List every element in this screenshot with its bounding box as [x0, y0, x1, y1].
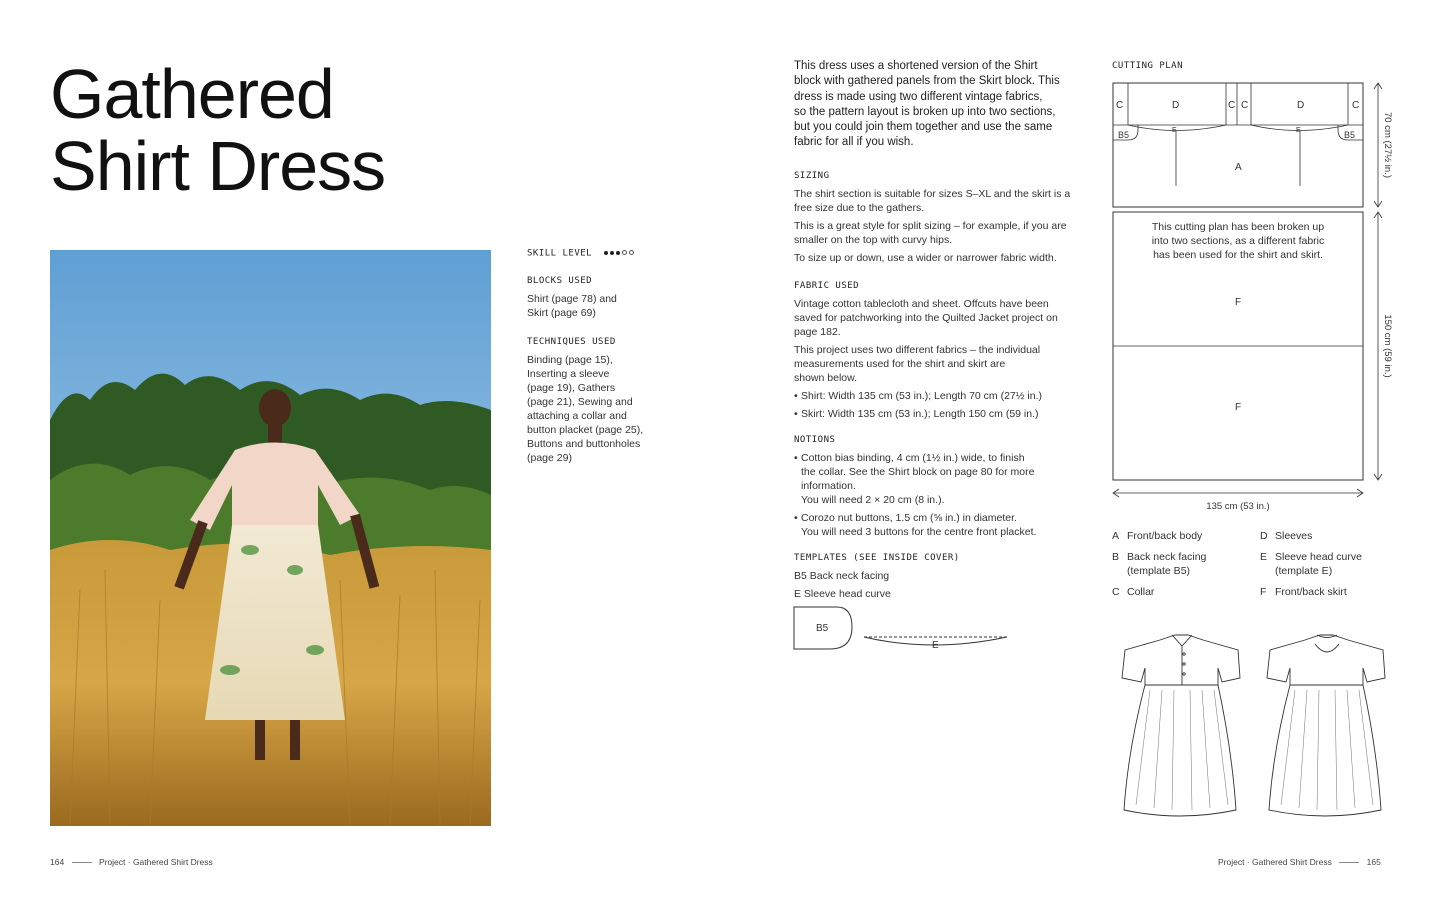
notions-line: information. — [801, 479, 856, 492]
instructions-column — [794, 59, 1084, 601]
intro-line: so the pattern layout is broken up into two sections, — [794, 105, 1056, 118]
cutting-plan-diagram — [1108, 78, 1408, 518]
techniques-line: (page 21), Sewing and — [527, 395, 633, 408]
footer-title-left: Project · Gathered Shirt Dress — [98, 857, 213, 867]
fabric-bullet: • Shirt: Width 135 cm (53 in.); Length 70 cm (27½ in.) — [794, 389, 1084, 403]
techniques-line: (page 19), Gathers — [527, 381, 616, 394]
notions-bullet — [794, 511, 1084, 539]
fabric-line: saved for patchworking into the Quilted Jacket project on — [794, 311, 1058, 324]
skill-dot-empty — [622, 250, 627, 255]
shirt-fabric-outline — [1113, 83, 1363, 207]
piece-d-label: D — [1172, 100, 1180, 111]
blocks-line: Shirt (page 78) and — [527, 292, 617, 305]
sizing-line: The shirt section is suitable for sizes S–XL and the skirt is a — [794, 187, 1071, 200]
intro-paragraph — [794, 59, 1084, 151]
fabric-bullet: • Skirt: Width 135 cm (53 in.); Length 150 cm (59 in.) — [794, 407, 1084, 421]
techniques-text — [527, 353, 667, 465]
page-title — [50, 55, 386, 205]
techniques-line: button placket (page 25), — [527, 423, 644, 436]
sizing-paragraph — [794, 187, 1084, 215]
b5-template-label: B5 — [816, 623, 829, 634]
intro-line: This dress uses a shortened version of the Shirt — [794, 60, 1038, 72]
sizing-paragraph — [794, 219, 1084, 247]
legend-key: A — [1112, 530, 1120, 542]
notions-line: • Cotton bias binding, 4 cm (1½ in.) wide, to finish — [801, 451, 1025, 464]
notions-line: You will need 2 × 20 cm (8 in.). — [801, 493, 945, 506]
piece-f-label: F — [1235, 402, 1242, 413]
intro-line: but you could join them together and use the same — [794, 121, 1053, 134]
fabric-text — [794, 297, 1084, 421]
notions-bullet — [794, 451, 1084, 507]
template-item: E Sleeve head curve — [794, 587, 891, 600]
fabric-bullets — [794, 389, 1084, 421]
techniques-line: Buttons and buttonholes — [527, 437, 641, 450]
intro-line: fabric for all if you wish. — [794, 136, 914, 149]
sizing-paragraph — [794, 251, 1084, 265]
skill-dot-filled — [610, 251, 614, 255]
dim-bottom-label: 135 cm (53 in.) — [1206, 501, 1270, 512]
sizing-label: SIZING — [794, 170, 830, 181]
piece-c-label: C — [1116, 100, 1124, 111]
dress-photo — [50, 250, 491, 826]
techniques-line: attaching a collar and — [527, 409, 627, 422]
piece-f-label: F — [1235, 297, 1242, 308]
piece-e-label: E — [1172, 127, 1177, 134]
page-number-right: 165 — [1366, 857, 1381, 867]
piece-c-label: C — [1228, 100, 1236, 111]
dim-top-label: 70 cm (27½ in.) — [1382, 112, 1393, 178]
legend-value: Back neck facing — [1127, 551, 1207, 563]
blocks-label: BLOCKS USED — [527, 275, 593, 286]
title-line-1: Gathered — [50, 55, 334, 133]
skill-dot-empty — [629, 250, 634, 255]
sizing-line: This is a great style for split sizing – for example, if you are — [794, 219, 1067, 232]
e-template-label: E — [932, 640, 939, 651]
piece-d-label: D — [1297, 100, 1305, 111]
legend-item-c — [1112, 585, 1154, 599]
notions-line: the collar. See the Shirt block on page 80 for more — [801, 465, 1035, 478]
legend-value: (template B5) — [1127, 565, 1191, 577]
piece-c-label: C — [1241, 100, 1249, 111]
piece-b5-label: B5 — [1118, 130, 1130, 140]
blocks-text — [527, 292, 667, 320]
fabric-line: measurements used for the shirt and skirt are — [794, 357, 1006, 370]
legend-item-d — [1260, 529, 1312, 543]
legend-value: Sleeves — [1275, 530, 1313, 542]
piece-e-label: E — [1296, 127, 1301, 134]
fabric-paragraph — [794, 343, 1084, 385]
project-sidebar — [527, 248, 667, 465]
legend-item-a — [1112, 529, 1202, 543]
fabric-label: FABRIC USED — [794, 280, 860, 291]
notions-label: NOTIONS — [794, 434, 836, 445]
legend-item-e — [1260, 550, 1362, 578]
techniques-line: Binding (page 15), — [527, 353, 613, 366]
legend-item-f — [1260, 585, 1347, 599]
fabric-line: Vintage cotton tablecloth and sheet. Offcuts have been — [794, 297, 1049, 310]
skill-dot-filled — [616, 251, 620, 255]
photo-illustration — [50, 250, 491, 826]
legend-key: E — [1260, 551, 1268, 563]
templates-list — [794, 569, 1084, 601]
fabric-line: page 182. — [794, 325, 841, 338]
sizing-line: free size due to the gathers. — [794, 201, 925, 214]
sizing-text — [794, 187, 1084, 265]
footer-rule — [1339, 862, 1359, 863]
piece-c-label: C — [1352, 100, 1360, 111]
fabric-line: shown below. — [794, 371, 858, 384]
dim-side-label: 150 cm (59 in.) — [1382, 314, 1393, 378]
notions-line: • Corozo nut buttons, 1.5 cm (⅝ in.) in diameter. — [801, 511, 1017, 524]
page-number-left: 164 — [50, 857, 65, 867]
legend-key: B — [1112, 551, 1120, 563]
footer-rule — [72, 862, 92, 863]
title-line-2: Shirt Dress — [50, 127, 386, 205]
legend-value: Collar — [1127, 586, 1155, 598]
legend-value: Front/back skirt — [1275, 586, 1347, 598]
legend-value: Sleeve head curve — [1275, 551, 1362, 563]
notions-line: You will need 3 buttons for the centre front placket. — [801, 525, 1037, 538]
skill-dot-filled — [604, 251, 608, 255]
footer-right — [1218, 857, 1381, 867]
template-shapes — [792, 605, 1012, 655]
footer-title-right: Project · Gathered Shirt Dress — [1218, 857, 1332, 867]
note-line: into two sections, as a different fabric — [1151, 235, 1325, 247]
legend-value: (template E) — [1275, 565, 1333, 577]
dress-back-drawing — [1267, 635, 1385, 816]
legend-key: F — [1260, 586, 1267, 598]
skill-level — [527, 248, 667, 259]
dress-flat-drawings — [1110, 630, 1395, 825]
skill-level-dots — [604, 248, 636, 258]
templates-label: TEMPLATES (SEE INSIDE COVER) — [794, 552, 960, 563]
sizing-line: To size up or down, use a wider or narrower fabric width. — [794, 251, 1057, 264]
notions-text — [794, 451, 1084, 539]
fabric-paragraph — [794, 297, 1084, 339]
intro-line: dress is made using two different vintage fabrics, — [794, 90, 1043, 103]
legend-item-b — [1112, 550, 1206, 578]
template-item: B5 Back neck facing — [794, 569, 890, 582]
blocks-line: Skirt (page 69) — [527, 306, 596, 319]
footer-left — [50, 857, 213, 867]
skill-level-label: SKILL LEVEL — [527, 248, 593, 259]
legend-key: D — [1260, 530, 1268, 542]
notions-bullets — [794, 451, 1084, 539]
piece-b5-label: B5 — [1344, 130, 1356, 140]
cutting-plan-label: CUTTING PLAN — [1112, 61, 1184, 71]
piece-a-label: A — [1235, 162, 1242, 173]
fabric-line: This project uses two different fabrics – the individual — [794, 343, 1041, 356]
note-line: This cutting plan has been broken up — [1151, 221, 1325, 233]
techniques-line: Inserting a sleeve — [527, 367, 610, 380]
sizing-line: smaller on the top with curvy hips. — [794, 233, 953, 246]
dress-front-drawing — [1122, 635, 1240, 816]
techniques-label: TECHNIQUES USED — [527, 336, 616, 347]
intro-line: block with gathered panels from the Skirt block. This — [794, 75, 1060, 88]
note-line: has been used for the shirt and skirt. — [1153, 249, 1323, 261]
legend-key: C — [1112, 586, 1120, 598]
legend-value: Front/back body — [1127, 530, 1203, 542]
cutting-plan-note — [1118, 220, 1358, 262]
techniques-line: (page 29) — [527, 451, 572, 464]
